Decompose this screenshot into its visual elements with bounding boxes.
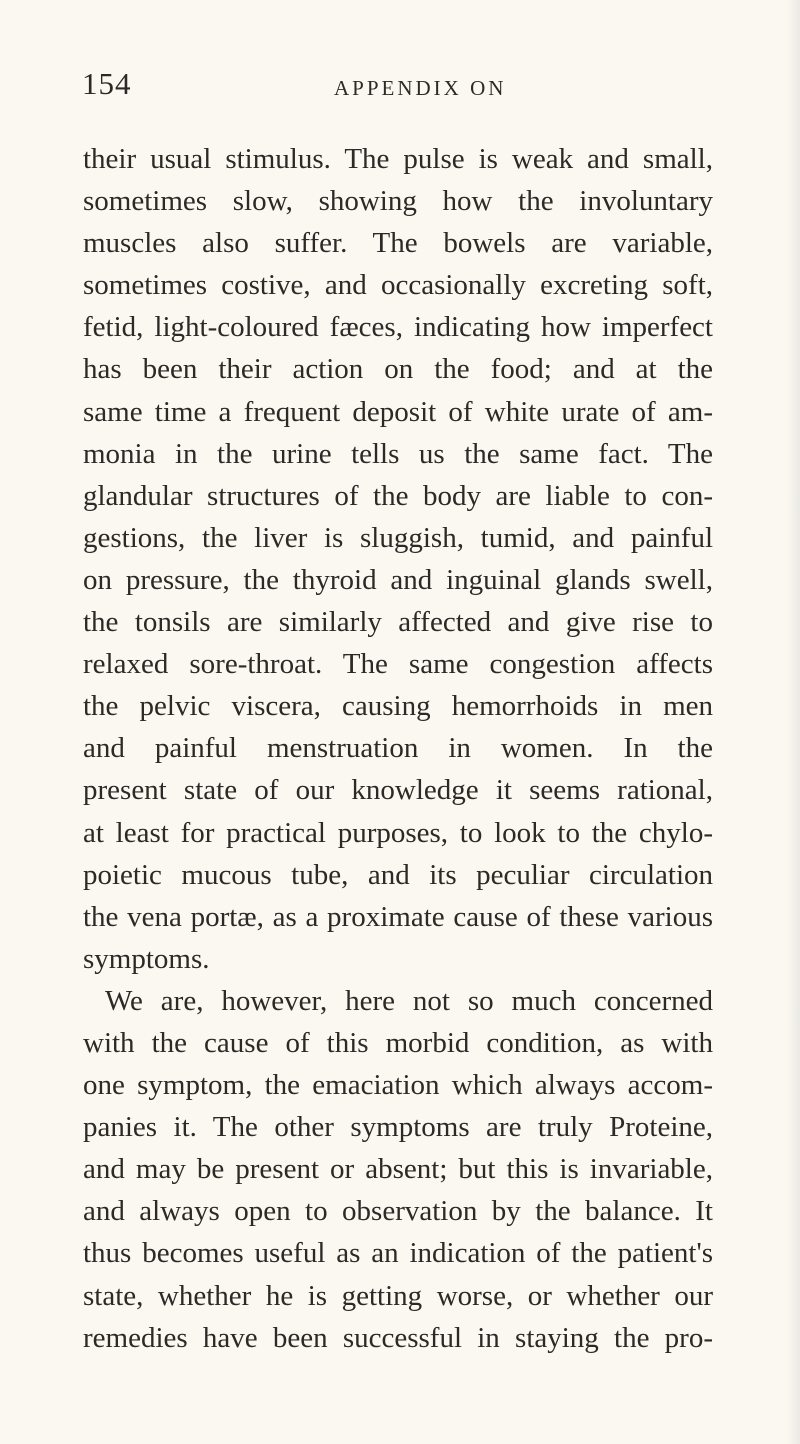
page-number: 154 bbox=[82, 66, 132, 101]
text-line: thus becomes useful as an indication of the patient's bbox=[83, 1237, 713, 1270]
running-title: APPENDIX ON bbox=[334, 76, 507, 100]
text-line: the tonsils are similarly affected and give rise to bbox=[83, 606, 713, 639]
text-line: fetid, light-coloured fæces, indicating how imperfect bbox=[83, 311, 713, 344]
text-line: and always open to observation by the balance. It bbox=[83, 1195, 713, 1228]
body-text bbox=[83, 138, 713, 1359]
running-head bbox=[82, 66, 702, 106]
paragraph-end-line: symptoms. bbox=[83, 942, 210, 975]
text-line: glandular structures of the body are liable to con- bbox=[83, 479, 713, 512]
text-line: monia in the urine tells us the same fact. The bbox=[83, 437, 713, 470]
text-line: relaxed sore-throat. The same congestion affects bbox=[83, 648, 713, 681]
text-line: sometimes slow, showing how the involuntary bbox=[83, 185, 713, 218]
text-line: present state of our knowledge it seems rational, bbox=[83, 774, 713, 807]
text-line: and painful menstruation in women. In the bbox=[83, 732, 713, 765]
text-line: one symptom, the emaciation which always accom- bbox=[83, 1069, 713, 1102]
text-line: and may be present or absent; but this is invariable, bbox=[83, 1153, 713, 1186]
text-line: poietic mucous tube, and its peculiar circulation bbox=[83, 858, 713, 891]
text-line: same time a frequent deposit of white urate of am- bbox=[83, 395, 713, 428]
text-line: gestions, the liver is sluggish, tumid, and painful bbox=[83, 521, 713, 554]
text-line: with the cause of this morbid condition, as with bbox=[83, 1026, 713, 1059]
text-line: muscles also suffer. The bowels are variable, bbox=[83, 227, 713, 260]
text-line: state, whether he is getting worse, or whether our bbox=[83, 1279, 713, 1312]
paragraph-start-line: We are, however, here not so much concerned bbox=[105, 984, 713, 1017]
text-line: on pressure, the thyroid and inguinal glands swell, bbox=[83, 563, 713, 596]
text-line: their usual stimulus. The pulse is weak and small, bbox=[83, 143, 713, 175]
text-line: the pelvic viscera, causing hemorrhoids in men bbox=[83, 690, 713, 723]
text-line: has been their action on the food; and at the bbox=[83, 353, 713, 386]
text-line: at least for practical purposes, to look to the chylo- bbox=[83, 816, 713, 849]
text-line: remedies have been successful in staying the pro- bbox=[83, 1321, 713, 1354]
text-line: the vena portæ, as a proximate cause of these various bbox=[83, 900, 713, 933]
text-line: sometimes costive, and occasionally excreting soft, bbox=[83, 269, 713, 302]
text-line: panies it. The other symptoms are truly Proteine, bbox=[83, 1111, 713, 1144]
